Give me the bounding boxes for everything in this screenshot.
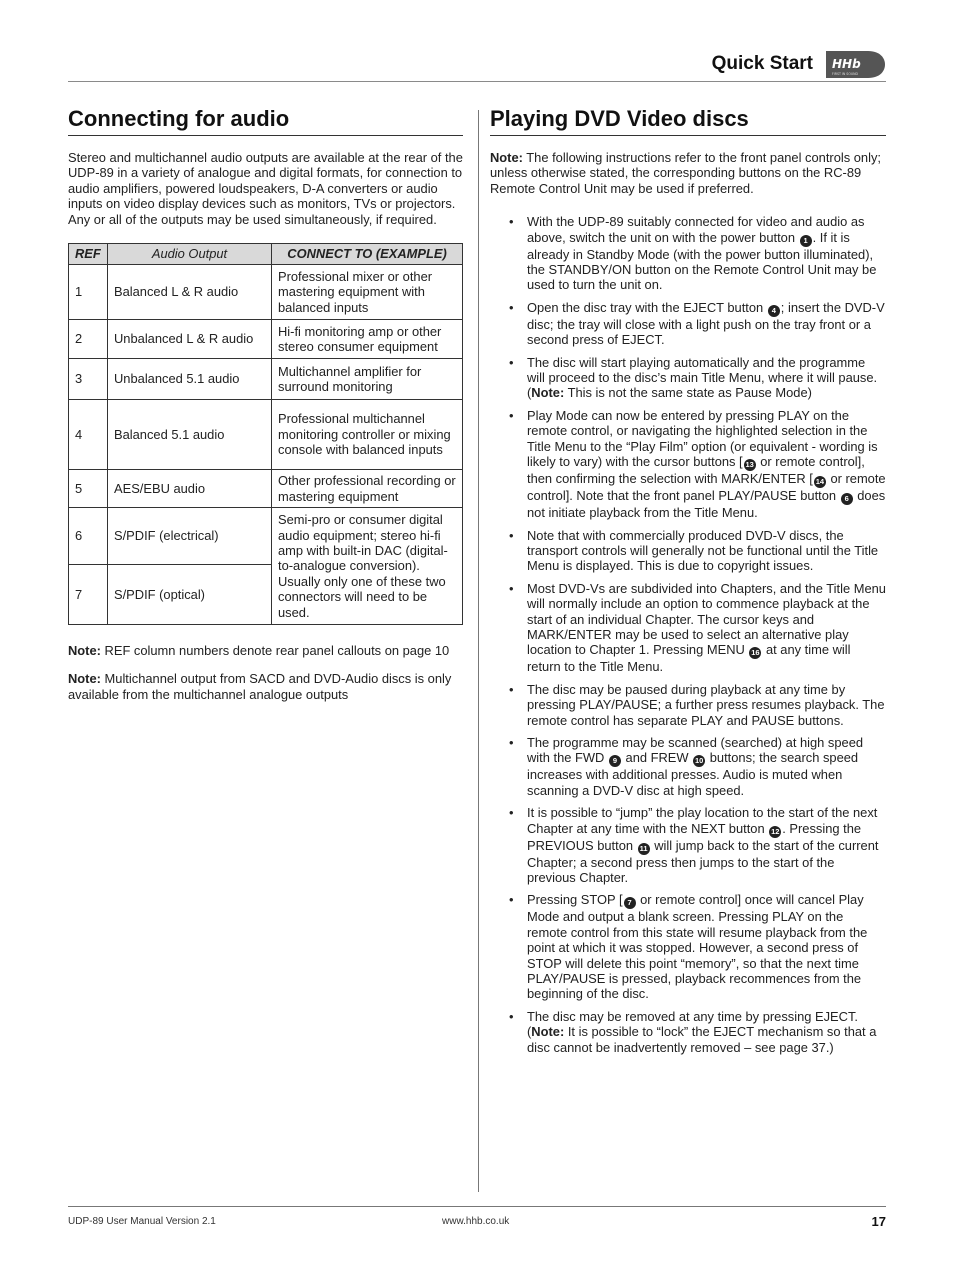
footer-rule: [68, 1206, 886, 1207]
cell-output: S/PDIF (optical): [108, 565, 272, 625]
note-label: Note:: [531, 385, 565, 401]
list-item: • The disc may be paused during playback at any time by pressing PLAY/PAUSE; a further press resumes playback. The remote control has separate PLAY and PAUSE buttons.: [490, 682, 886, 728]
list-item: • The disc will start playing automatically and the programme will proceed to the disc’s main Title Menu, where it will pause. (Note: This is not the same state as Pause Mode): [490, 355, 886, 401]
logo-text: HHb: [832, 57, 861, 71]
cell-ref: 5: [69, 470, 108, 508]
note-label: Note:: [68, 643, 101, 659]
callout-number-icon: 16: [751, 648, 760, 658]
header-connect-to: CONNECT TO (EXAMPLE): [272, 244, 463, 265]
table-row: [69, 320, 463, 359]
list-item: • The programme may be scanned (searched) at high speed with the FWD 9 and FREW 10 buttons; the search speed increases with additional presses. Audio is muted when scanning a DVD-V disc at high speed.: [490, 735, 886, 798]
list-item: • Open the disc tray with the EJECT button 4 ; insert the DVD-V disc; the tray will close with a light push on the tray front or a second press of EJECT.: [490, 300, 886, 348]
list-item: • The disc may be removed at any time by pressing EJECT. (Note: It is possible to “lock” the EJECT mechanism so that a disc cannot be inadvertently removed – see page 37.): [490, 1009, 886, 1055]
list-item: • Play Mode can now be entered by pressing PLAY on the remote control, or navigating the highlighted selection in the Title Menu to the “Play Film” option (or equivalent - wording is likely to vary) with the cursor buttons [ 13 or remote control], then confirming the selection with MARK/ENTER [ 14 or remote control]. Note that the front panel PLAY/PAUSE button 6 does not initiate playback from the Title Menu.: [490, 408, 886, 521]
column-divider: [478, 110, 479, 1192]
cell-ref: 2: [69, 320, 108, 359]
callout-number-icon: 10: [694, 756, 704, 766]
cell-output: Unbalanced 5.1 audio: [108, 359, 272, 400]
heading-connecting-for-audio: Connecting for audio: [68, 105, 463, 136]
note-text: REF column numbers denote rear panel callouts on page 10: [100, 643, 450, 659]
callout-number-icon: 6: [841, 493, 853, 505]
section-tag-quick-start: Quick Start: [711, 53, 813, 74]
table-row: [69, 508, 463, 565]
note-ref-columns: [68, 643, 463, 658]
table-header-row: [69, 244, 463, 265]
note-multichannel: [68, 671, 463, 702]
footer-website: www.hhb.co.uk: [442, 1216, 510, 1227]
header-ref: REF: [69, 244, 108, 265]
cell-connect: Professional multichannel monitoring controller or mixing console with balanced inputs: [272, 400, 463, 470]
table-row: [69, 470, 463, 508]
note-text: The following instructions refer to the front panel controls only; unless otherwise stated, the corresponding buttons on the RC-89 Remote Control Unit may be used if preferred.: [490, 150, 881, 196]
cell-ref: 7: [69, 565, 108, 625]
cell-connect: Hi-fi monitoring amp or other stereo consumer equipment: [272, 320, 463, 359]
callout-number-icon: 4: [768, 305, 780, 317]
cell-connect: Multichannel amplifier for surround monitoring: [272, 359, 463, 400]
cell-output: AES/EBU audio: [108, 470, 272, 508]
list-item: • Note that with commercially produced DVD-V discs, the transport controls will generally not be functional until the Title Menu is displayed. This is due to copyright issues.: [490, 528, 886, 574]
cell-ref: 6: [69, 508, 108, 565]
heading-playing-dvd-video: Playing DVD Video discs: [490, 105, 886, 136]
list-item: • With the UDP-89 suitably connected for video and audio as above, switch the unit on with the power button 1 . If it is already in Standby Mode (with the power button illuminated), the STANDBY/ON button on the Remote Control Unit may be used to turn the unit on.: [490, 214, 886, 293]
callout-number-icon: 9: [609, 755, 621, 767]
callout-number-icon: 12: [771, 826, 780, 836]
cell-connect: Other professional recording or mastering equipment: [272, 470, 463, 508]
callout-number-icon: 14: [815, 477, 825, 487]
list-item: • Pressing STOP [ 7 or remote control] once will cancel Play Mode and output a blank screen. Pressing PLAY on the remote control from this state will resume playback from the point at which it was stopped. However, a second press of STOP will delete this point “memory”, so that the next time PLAY/PAUSE is pressed, playback recommences from the beginning of the disc.: [490, 892, 886, 1001]
note-label: Note:: [68, 671, 101, 687]
header-audio-output: Audio Output: [108, 244, 272, 265]
callout-number-icon: 13: [745, 460, 754, 470]
note-label: Note:: [531, 1024, 565, 1040]
list-item: • Most DVD-Vs are subdivided into Chapters, and the Title Menu will normally include an option to commence playback at the start of an individual Chapter. The cursor keys and MARK/ENTER may be used to select an alternative play location to Chapter 1. Pressing MENU 16 at any time will return to the Title Menu.: [490, 581, 886, 675]
audio-outputs-table: [68, 243, 463, 625]
cell-connect: Semi-pro or consumer digital audio equipment; stereo hi-fi amp with built-in DAC (digital-to-analogue conversion). Usually only one of these two connectors will need to be used.: [272, 508, 463, 625]
list-item: • It is possible to “jump” the play location to the start of the next Chapter at any time with the NEXT button 12 . Pressing the PREVIOUS button 11 will jump back to the start of the current Chapter; a second press then jumps to the start of the previous Chapter.: [490, 805, 886, 885]
cell-output: Balanced L & R audio: [108, 265, 272, 320]
right-column: [490, 105, 886, 1062]
cell-ref: 3: [69, 359, 108, 400]
cell-ref: 1: [69, 265, 108, 320]
cell-ref: 4: [69, 400, 108, 470]
note-text: Multichannel output from SACD and DVD-Audio discs is only available from the multichannel analogue outputs: [68, 671, 452, 702]
cell-output: S/PDIF (electrical): [108, 508, 272, 565]
logo-tagline: FIRST IN SOUND: [832, 72, 859, 76]
table-row: [69, 400, 463, 470]
table-row: [69, 265, 463, 320]
audio-intro-paragraph: Stereo and multichannel audio outputs are available at the rear of the UDP-89 in a variety of analogue and digital formats, for connection to audio amplifiers, powered loudspeakers, D-A converters or audio inputs on video display devices such as monitors, TVs or projectors. Any or all of the outputs may be used simultaneously, if required.: [68, 150, 463, 227]
note-label: Note:: [490, 150, 523, 165]
hhb-logo: [824, 49, 886, 80]
left-column: [68, 105, 463, 702]
callout-number-icon: 7: [624, 897, 636, 909]
cell-output: Balanced 5.1 audio: [108, 400, 272, 470]
dvd-instructions-list: [490, 214, 886, 1055]
cell-connect: Professional mixer or other mastering equipment with balanced inputs: [272, 265, 463, 320]
page-number: 17: [871, 1214, 886, 1229]
callout-number-icon: 1: [800, 235, 812, 247]
callout-number-icon: 11: [638, 843, 650, 855]
footer-manual-version: UDP-89 User Manual Version 2.1: [68, 1216, 216, 1227]
header-rule: [68, 81, 886, 82]
table-row: [69, 359, 463, 400]
cell-output: Unbalanced L & R audio: [108, 320, 272, 359]
dvd-intro-note: [490, 150, 886, 196]
